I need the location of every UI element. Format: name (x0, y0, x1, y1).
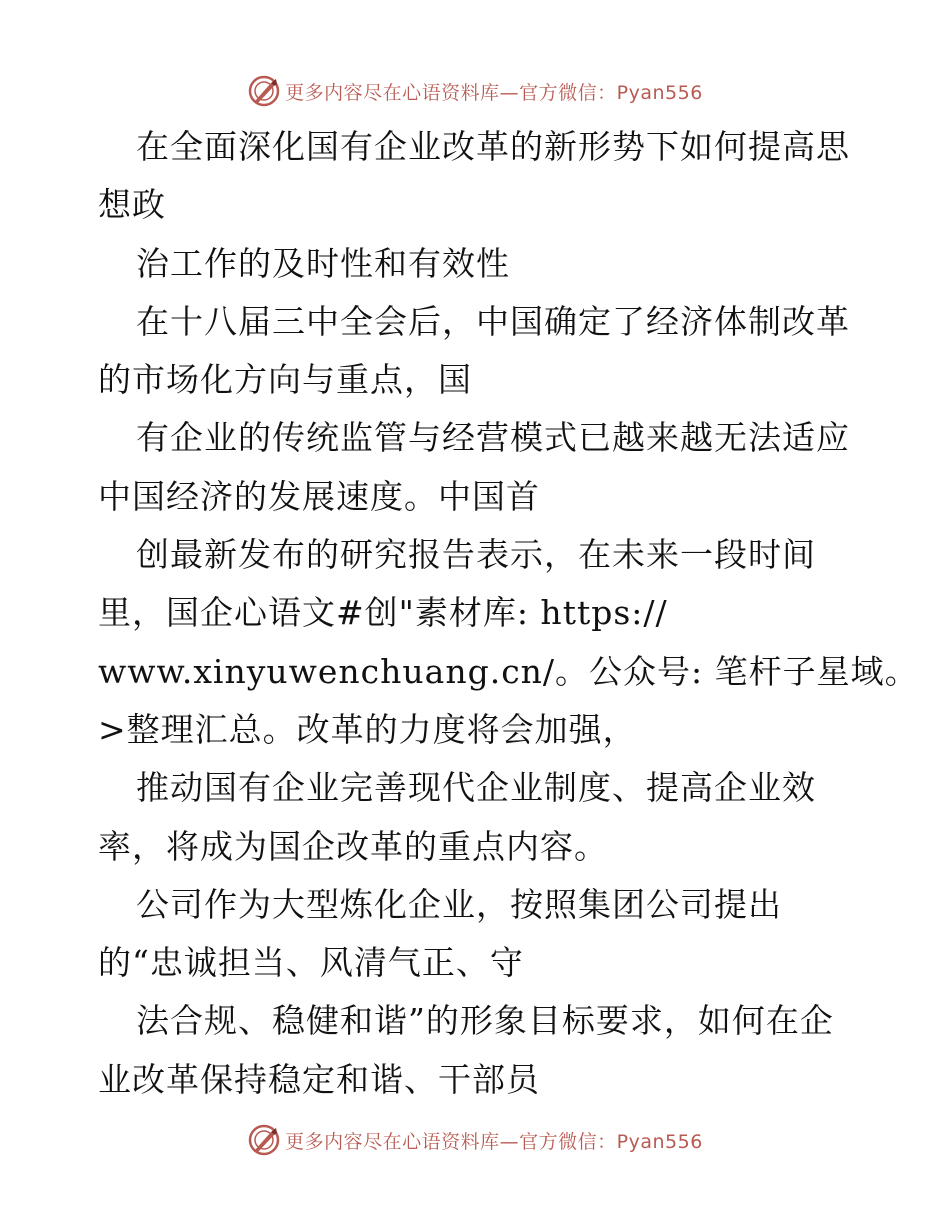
text-line: 有企业的传统监管与经营模式已越来越无法适应 (136, 418, 850, 458)
text-line: 业改革保持稳定和谐、干部员 (98, 1059, 540, 1099)
text-line: 中国经济的发展速度。中国首 (98, 476, 540, 516)
text-line: www.xinyuwenchuang.cn/。公众号: 笔杆子星域。 (98, 651, 919, 691)
pen-logo-icon (247, 1123, 281, 1157)
banner-text: 更多内容尽在心语资料库—官方微信：Pyan556 (285, 81, 703, 104)
banner-text: 更多内容尽在心语资料库—官方微信：Pyan556 (285, 1130, 703, 1153)
text-line: 治工作的及时性和有效性 (136, 243, 510, 283)
text-line: >整理汇总。改革的力度将会加强， (98, 709, 637, 749)
document-body (98, 118, 919, 1109)
text-line: 率，将成为国企改革的重点内容。 (98, 826, 608, 866)
text-line: 里，国企心语文#创"素材库: https:// (98, 593, 668, 633)
text-line: 法合规、稳健和谐”的形象目标要求，如何在企 (136, 1001, 834, 1041)
text-line: 的市场化方向与重点，国 (98, 360, 472, 400)
text-line: 推动国有企业完善现代企业制度、提高企业效 (136, 768, 816, 808)
pen-logo-icon (247, 74, 281, 108)
text-line: 在全面深化国有企业改革的新形势下如何提高思 (136, 127, 850, 166)
text-line: 的“忠诚担当、风清气正、守 (98, 943, 524, 983)
footer-banner (0, 1120, 950, 1160)
header-banner (0, 71, 950, 111)
text-line: 创最新发布的研究报告表示，在未来一段时间 (136, 535, 816, 575)
text-line: 公司作为大型炼化企业，按照集团公司提出 (136, 884, 782, 924)
text-line: 在十八届三中全会后，中国确定了经济体制改革 (136, 301, 850, 341)
text-line: 想政 (98, 185, 166, 225)
